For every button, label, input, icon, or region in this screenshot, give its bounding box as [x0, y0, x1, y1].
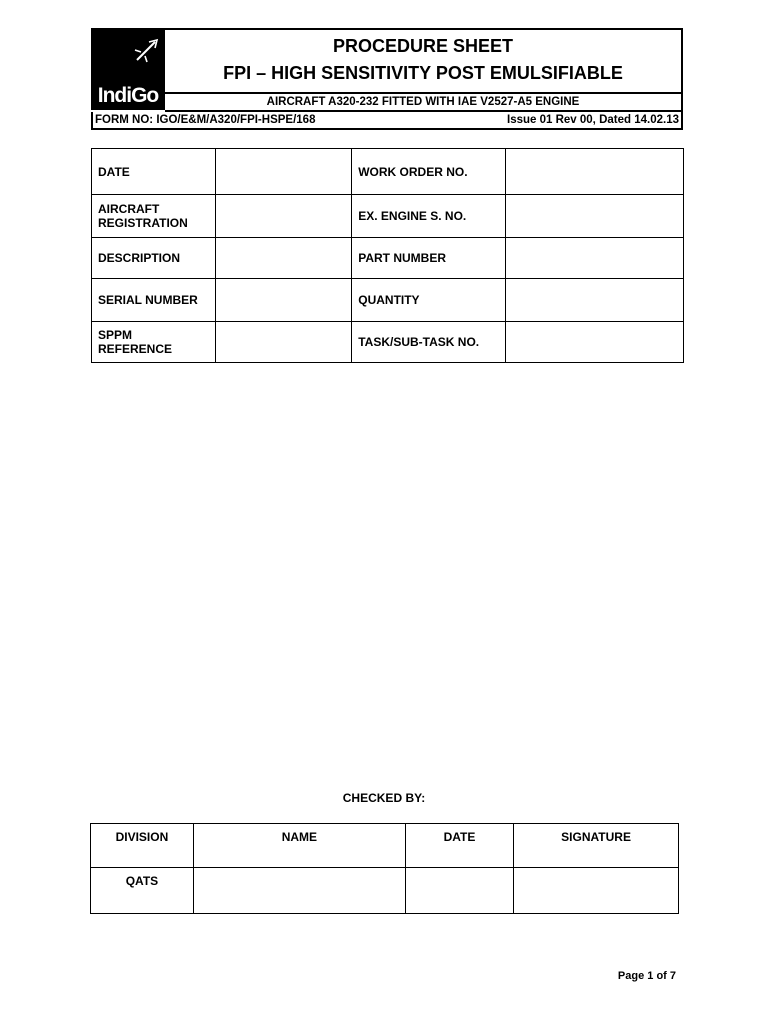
quantity-field[interactable] [505, 279, 683, 322]
table-row [92, 322, 684, 363]
serial-number-label: SERIAL NUMBER [92, 279, 216, 322]
quantity-label: QUANTITY [352, 279, 506, 322]
logo-text: IndiGo [97, 84, 159, 107]
division-cell: QATS [91, 868, 194, 914]
engine-serial-field[interactable] [505, 195, 683, 238]
page-number: Page 1 of 7 [617, 970, 676, 982]
description-field[interactable] [215, 238, 351, 279]
issue-info: Issue 01 Rev 00, Dated 14.02.13 [507, 114, 679, 126]
page-subtitle: FPI – HIGH SENSITIVITY POST EMULSIFIABLE [223, 63, 623, 83]
task-field[interactable] [505, 322, 683, 363]
table-row [91, 868, 679, 914]
name-header: NAME [193, 824, 405, 868]
table-row [92, 279, 684, 322]
date-label: DATE [92, 149, 216, 195]
table-row [91, 824, 679, 868]
work-order-label: WORK ORDER NO. [352, 149, 506, 195]
task-label: TASK/SUB-TASK NO. [352, 322, 506, 363]
date-field[interactable] [215, 149, 351, 195]
division-header: DIVISION [91, 824, 194, 868]
part-number-label: PART NUMBER [352, 238, 506, 279]
check-date-field[interactable] [405, 868, 513, 914]
form-line [91, 112, 683, 130]
checked-by-title: CHECKED BY: [342, 791, 426, 805]
info-table [91, 148, 684, 363]
document-header [91, 28, 683, 130]
page-title: PROCEDURE SHEET [332, 36, 514, 56]
form-number: FORM NO: IGO/E&M/A320/FPI-HSPE/168 [95, 114, 316, 126]
date-header: DATE [405, 824, 513, 868]
indigo-logo [91, 28, 165, 110]
signature-header: SIGNATURE [514, 824, 679, 868]
airplane-icon [131, 36, 161, 66]
sppm-reference-label: SPPM REFERENCE [92, 322, 216, 363]
name-field[interactable] [193, 868, 405, 914]
signature-field[interactable] [514, 868, 679, 914]
part-number-field[interactable] [505, 238, 683, 279]
work-order-field[interactable] [505, 149, 683, 195]
title-box [165, 28, 683, 94]
table-row [92, 195, 684, 238]
aircraft-line: AIRCRAFT A320-232 FITTED WITH IAE V2527-A5 ENGINE [165, 94, 683, 112]
table-row [92, 238, 684, 279]
table-row [92, 149, 684, 195]
description-label: DESCRIPTION [92, 238, 216, 279]
checked-by-table [90, 823, 679, 914]
aircraft-registration-label: AIRCRAFT REGISTRATION [92, 195, 216, 238]
serial-number-field[interactable] [215, 279, 351, 322]
engine-serial-label: EX. ENGINE S. NO. [352, 195, 506, 238]
sppm-reference-field[interactable] [215, 322, 351, 363]
aircraft-registration-field[interactable] [215, 195, 351, 238]
